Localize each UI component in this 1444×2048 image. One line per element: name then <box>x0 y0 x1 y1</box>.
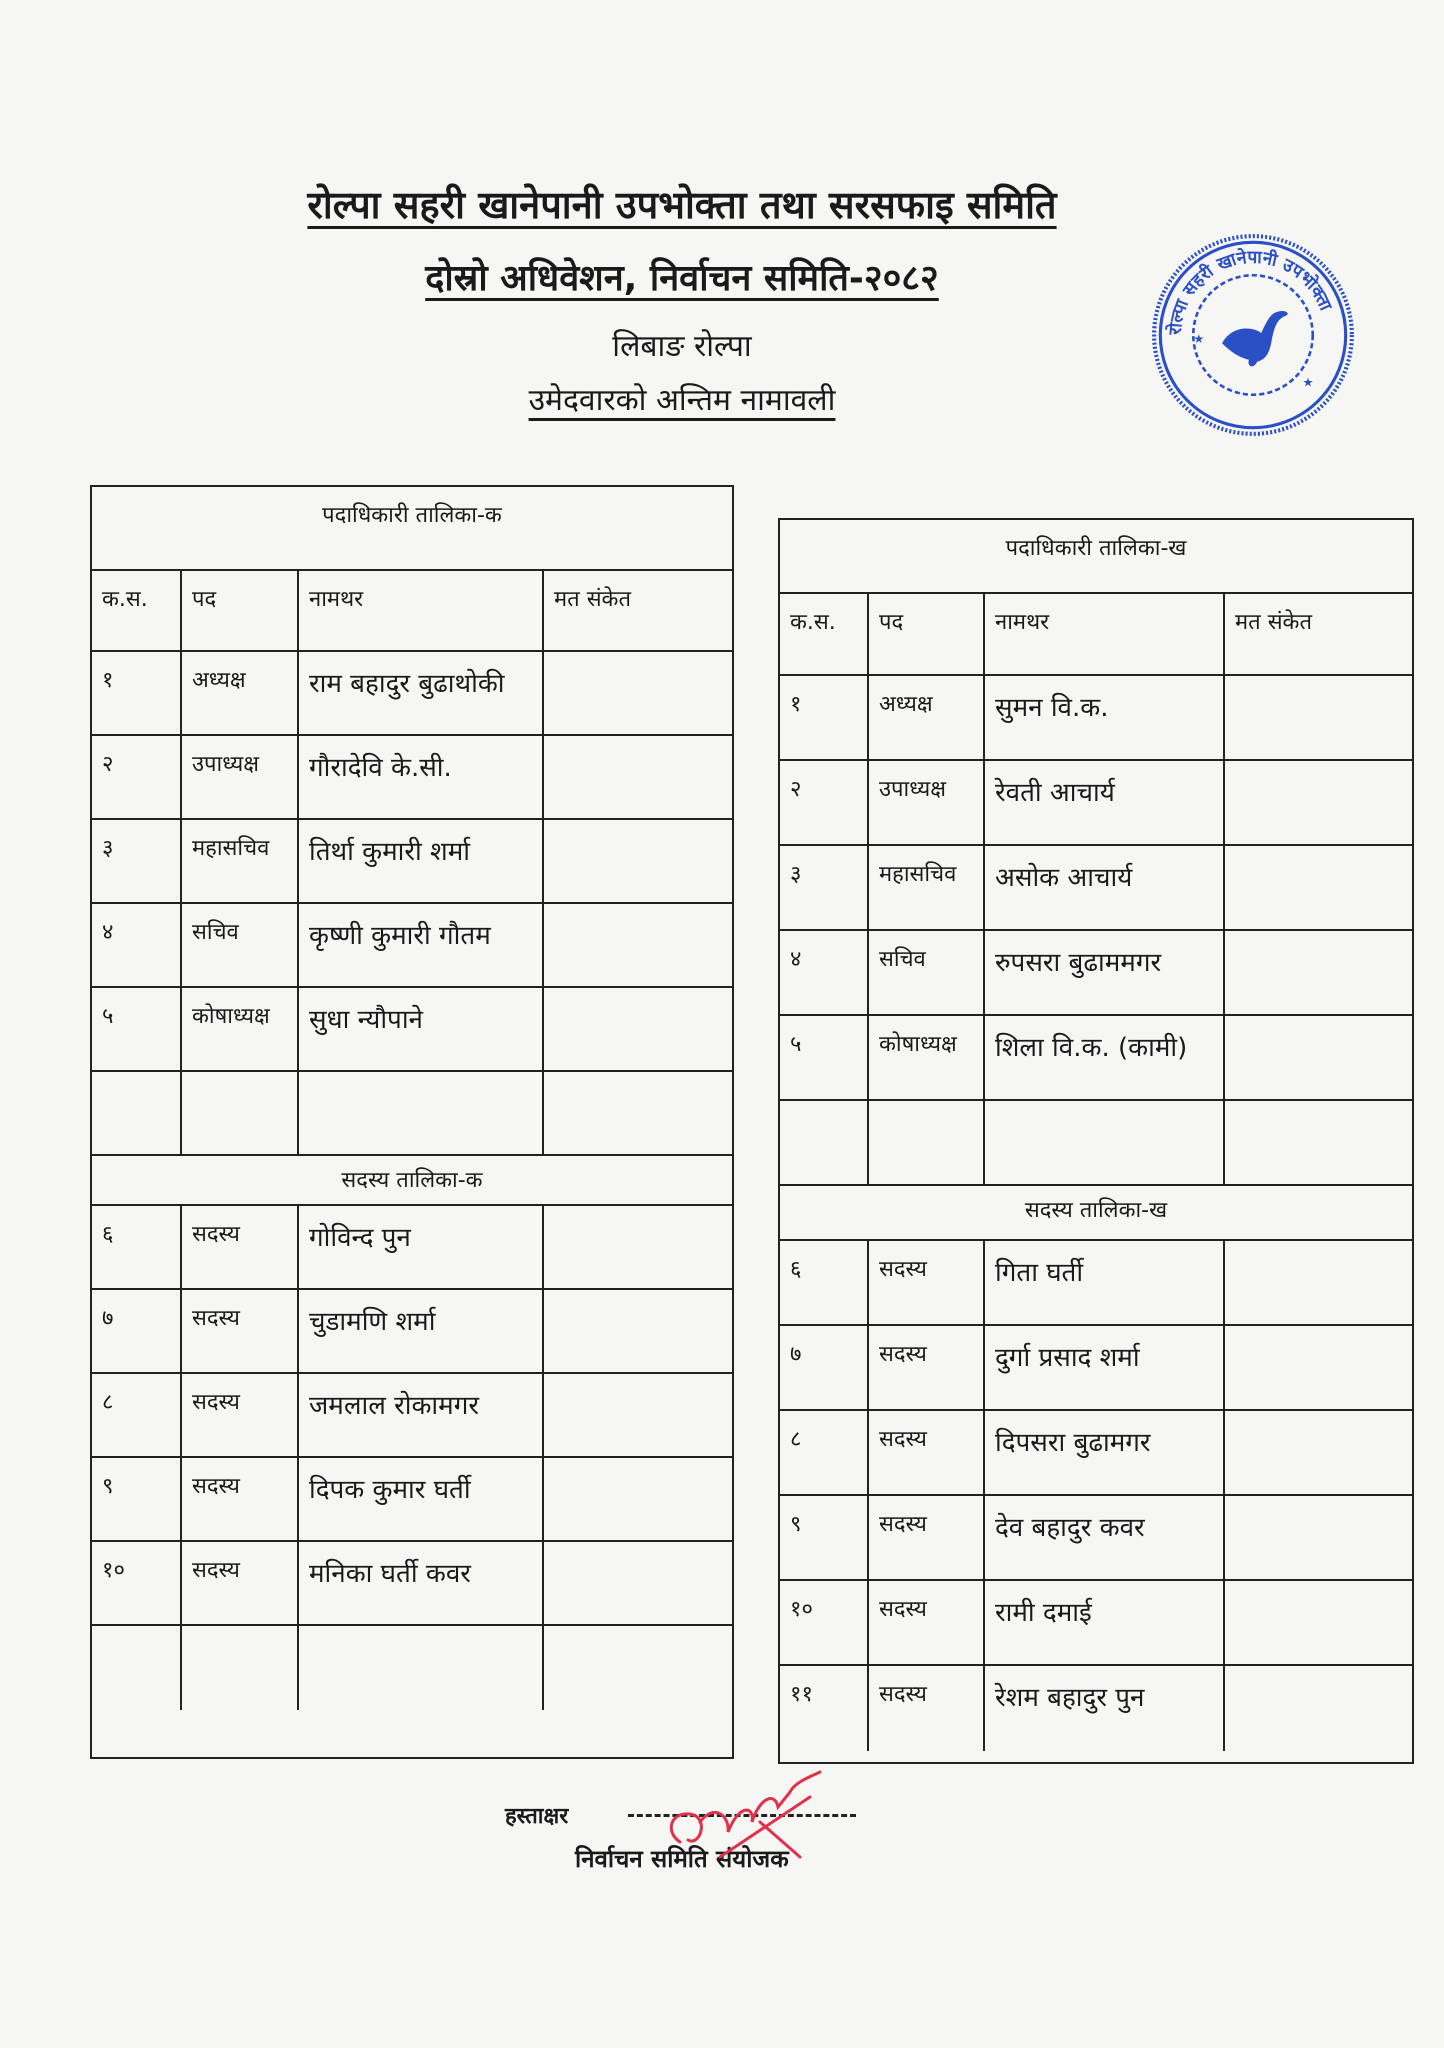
candidate-name: देव बहादुर कवर <box>983 1496 1223 1581</box>
member-table-title: सदस्य तालिका-क <box>341 1168 483 1193</box>
table-row <box>92 818 732 904</box>
candidate-name: शिला वि.क. (कामी) <box>983 1016 1223 1101</box>
serial-number <box>780 1101 867 1186</box>
column-header: नामथर <box>297 571 542 652</box>
vote-mark-cell[interactable] <box>542 1072 732 1156</box>
post-name: सदस्य <box>180 1290 297 1374</box>
post-name: सदस्य <box>867 1326 983 1411</box>
column-header: क.स. <box>790 610 836 635</box>
candidate-name: गोविन्द पुन <box>297 1206 542 1290</box>
serial-number: ८ <box>790 1427 802 1452</box>
serial-number: ५ <box>102 1004 114 1029</box>
serial-number: १० <box>790 1597 813 1622</box>
vote-mark-cell[interactable] <box>1223 761 1412 846</box>
post-name: कोषाध्यक्ष <box>180 988 297 1072</box>
column-header: मत संकेत <box>1223 594 1412 676</box>
serial-number <box>92 1072 180 1156</box>
post-name: सदस्य <box>867 1666 983 1751</box>
table-row <box>780 1664 1412 1751</box>
column-header-row <box>780 592 1412 676</box>
table-row <box>780 1239 1412 1326</box>
post-name: सदस्य <box>867 1496 983 1581</box>
serial-number: ३ <box>790 862 802 887</box>
post-name: सचिव <box>180 904 297 988</box>
vote-mark-cell[interactable] <box>1223 1101 1412 1186</box>
member-table-title: सदस्य तालिका-ख <box>1024 1198 1168 1223</box>
table-row <box>780 844 1412 931</box>
post-name <box>180 1626 297 1710</box>
table-row <box>780 929 1412 1016</box>
serial-number <box>92 1626 180 1710</box>
column-header: मत संकेत <box>542 571 732 652</box>
table-row <box>92 1204 732 1290</box>
vote-mark-cell[interactable] <box>1223 846 1412 931</box>
candidate-name: गौरादेवि के.सी. <box>297 736 542 820</box>
serial-number: ४ <box>790 947 802 972</box>
candidate-name: रामी दमाई <box>983 1581 1223 1666</box>
table-row <box>92 1070 732 1156</box>
table-row <box>92 1456 732 1542</box>
document-title: उमेदवारको अन्तिम नामावली <box>528 383 836 418</box>
vote-mark-cell[interactable] <box>542 988 732 1072</box>
vote-mark-cell[interactable] <box>542 904 732 988</box>
table-row <box>780 759 1412 846</box>
serial-number: ६ <box>790 1257 802 1282</box>
post-name: सदस्य <box>180 1374 297 1458</box>
serial-number: ४ <box>102 920 114 945</box>
svg-text:★: ★ <box>1302 375 1314 390</box>
vote-mark-cell[interactable] <box>542 736 732 820</box>
post-name: सदस्य <box>180 1206 297 1290</box>
serial-number: ८ <box>102 1390 114 1415</box>
table-row <box>92 734 732 820</box>
vote-mark-cell[interactable] <box>1223 1241 1412 1326</box>
post-name: सदस्य <box>867 1411 983 1496</box>
vote-mark-cell[interactable] <box>1223 1496 1412 1581</box>
candidate-name: चुडामणि शर्मा <box>297 1290 542 1374</box>
table-row <box>780 1099 1412 1186</box>
serial-number: ३ <box>102 836 114 861</box>
candidate-name <box>983 1101 1223 1186</box>
officer-table-title: पदाधिकारी तालिका-क <box>322 503 502 528</box>
post-name: सदस्य <box>867 1241 983 1326</box>
serial-number: ९ <box>790 1512 802 1537</box>
table-row <box>92 1624 732 1710</box>
signatory-role: निर्वाचन समिति संयोजक <box>575 1845 789 1873</box>
handwritten-signature-icon <box>660 1762 840 1872</box>
vote-mark-cell[interactable] <box>542 652 732 736</box>
candidate-name: सुधा न्यौपाने <box>297 988 542 1072</box>
candidate-name: रेवती आचार्य <box>983 761 1223 846</box>
session-title: दोस्रो अधिवेशन, निर्वाचन समिति-२०८२ <box>425 258 939 299</box>
location: लिबाङ रोल्पा <box>612 329 752 364</box>
serial-number: १ <box>102 668 114 693</box>
post-name: सदस्य <box>867 1581 983 1666</box>
candidate-name: सुमन वि.क. <box>983 676 1223 761</box>
officer-table-title: पदाधिकारी तालिका-ख <box>1005 536 1187 561</box>
candidate-name: तिर्था कुमारी शर्मा <box>297 820 542 904</box>
table-row <box>780 1324 1412 1411</box>
column-header: नामथर <box>983 594 1223 676</box>
candidate-name: मनिका घर्ती कवर <box>297 1542 542 1626</box>
candidate-name <box>297 1072 542 1156</box>
member-table-title-row <box>92 1154 732 1206</box>
vote-mark-cell[interactable] <box>542 1458 732 1542</box>
post-name: कोषाध्यक्ष <box>867 1016 983 1101</box>
vote-mark-cell[interactable] <box>542 1626 732 1710</box>
post-name <box>867 1101 983 1186</box>
seal-text: रोल्पा सहरी खानेपानी उपभोक्ता <box>1165 247 1336 336</box>
serial-number: २ <box>102 752 114 777</box>
candidate-table-ka <box>90 485 734 1759</box>
column-header: क.स. <box>102 587 148 612</box>
post-name: महासचिव <box>867 846 983 931</box>
post-name: सदस्य <box>180 1458 297 1542</box>
vote-mark-cell[interactable] <box>1223 1666 1412 1751</box>
candidate-name: राम बहादुर बुढाथोकी <box>297 652 542 736</box>
serial-number: ७ <box>790 1342 802 1367</box>
candidate-name: दिपक कुमार घर्ती <box>297 1458 542 1542</box>
vote-mark-cell[interactable] <box>542 1542 732 1626</box>
candidate-name <box>297 1626 542 1710</box>
table-row <box>780 1014 1412 1101</box>
candidate-name: रुपसरा बुढाममगर <box>983 931 1223 1016</box>
post-name: अध्यक्ष <box>867 676 983 761</box>
candidate-table-kha <box>778 518 1414 1764</box>
serial-number: ६ <box>102 1222 114 1247</box>
officer-table-title-row <box>92 487 732 569</box>
serial-number: १ <box>790 692 802 717</box>
table-row <box>780 674 1412 761</box>
vote-mark-cell[interactable] <box>542 820 732 904</box>
column-header: पद <box>867 594 983 676</box>
vote-mark-cell[interactable] <box>542 1206 732 1290</box>
table-row <box>92 1288 732 1374</box>
serial-number: २ <box>790 777 802 802</box>
table-row <box>780 1409 1412 1496</box>
post-name: उपाध्यक्ष <box>867 761 983 846</box>
post-name: अध्यक्ष <box>180 652 297 736</box>
serial-number: ११ <box>790 1682 813 1707</box>
vote-mark-cell[interactable] <box>1223 1016 1412 1101</box>
post-name: सदस्य <box>180 1542 297 1626</box>
candidate-name: जमलाल रोकामगर <box>297 1374 542 1458</box>
candidate-name: गिता घर्ती <box>983 1241 1223 1326</box>
member-table-title-row <box>780 1184 1412 1241</box>
org-title: रोल्पा सहरी खानेपानी उपभोक्ता तथा सरसफाइ समिति <box>307 183 1057 227</box>
vote-mark-cell[interactable] <box>542 1290 732 1374</box>
vote-mark-cell[interactable] <box>1223 1411 1412 1496</box>
candidate-name: दिपसरा बुढामगर <box>983 1411 1223 1496</box>
post-name <box>180 1072 297 1156</box>
post-name: उपाध्यक्ष <box>180 736 297 820</box>
table-row <box>92 986 732 1072</box>
tap-water-icon <box>1222 311 1288 366</box>
table-row <box>92 1372 732 1458</box>
svg-text:★: ★ <box>1193 332 1205 347</box>
post-name: सचिव <box>867 931 983 1016</box>
vote-mark-cell[interactable] <box>1223 1326 1412 1411</box>
officer-table-title-row <box>780 520 1412 592</box>
table-row <box>92 1540 732 1626</box>
serial-number: ५ <box>790 1032 802 1057</box>
table-row <box>780 1494 1412 1581</box>
serial-number: ७ <box>102 1306 114 1331</box>
signature-label: हस्ताक्षर <box>505 1804 569 1829</box>
table-row <box>780 1579 1412 1666</box>
vote-mark-cell[interactable] <box>542 1374 732 1458</box>
vote-mark-cell[interactable] <box>1223 676 1412 761</box>
column-header-row <box>92 569 732 652</box>
candidate-name: दुर्गा प्रसाद शर्मा <box>983 1326 1223 1411</box>
post-name: महासचिव <box>180 820 297 904</box>
vote-mark-cell[interactable] <box>1223 1581 1412 1666</box>
serial-number: १० <box>102 1558 125 1583</box>
column-header: पद <box>180 571 297 652</box>
table-row <box>92 650 732 736</box>
candidate-name: असोक आचार्य <box>983 846 1223 931</box>
table-row <box>92 902 732 988</box>
candidate-name: रेशम बहादुर पुन <box>983 1666 1223 1751</box>
candidate-name: कृष्णी कुमारी गौतम <box>297 904 542 988</box>
official-seal-icon <box>1150 232 1356 438</box>
vote-mark-cell[interactable] <box>1223 931 1412 1016</box>
serial-number: ९ <box>102 1474 114 1499</box>
